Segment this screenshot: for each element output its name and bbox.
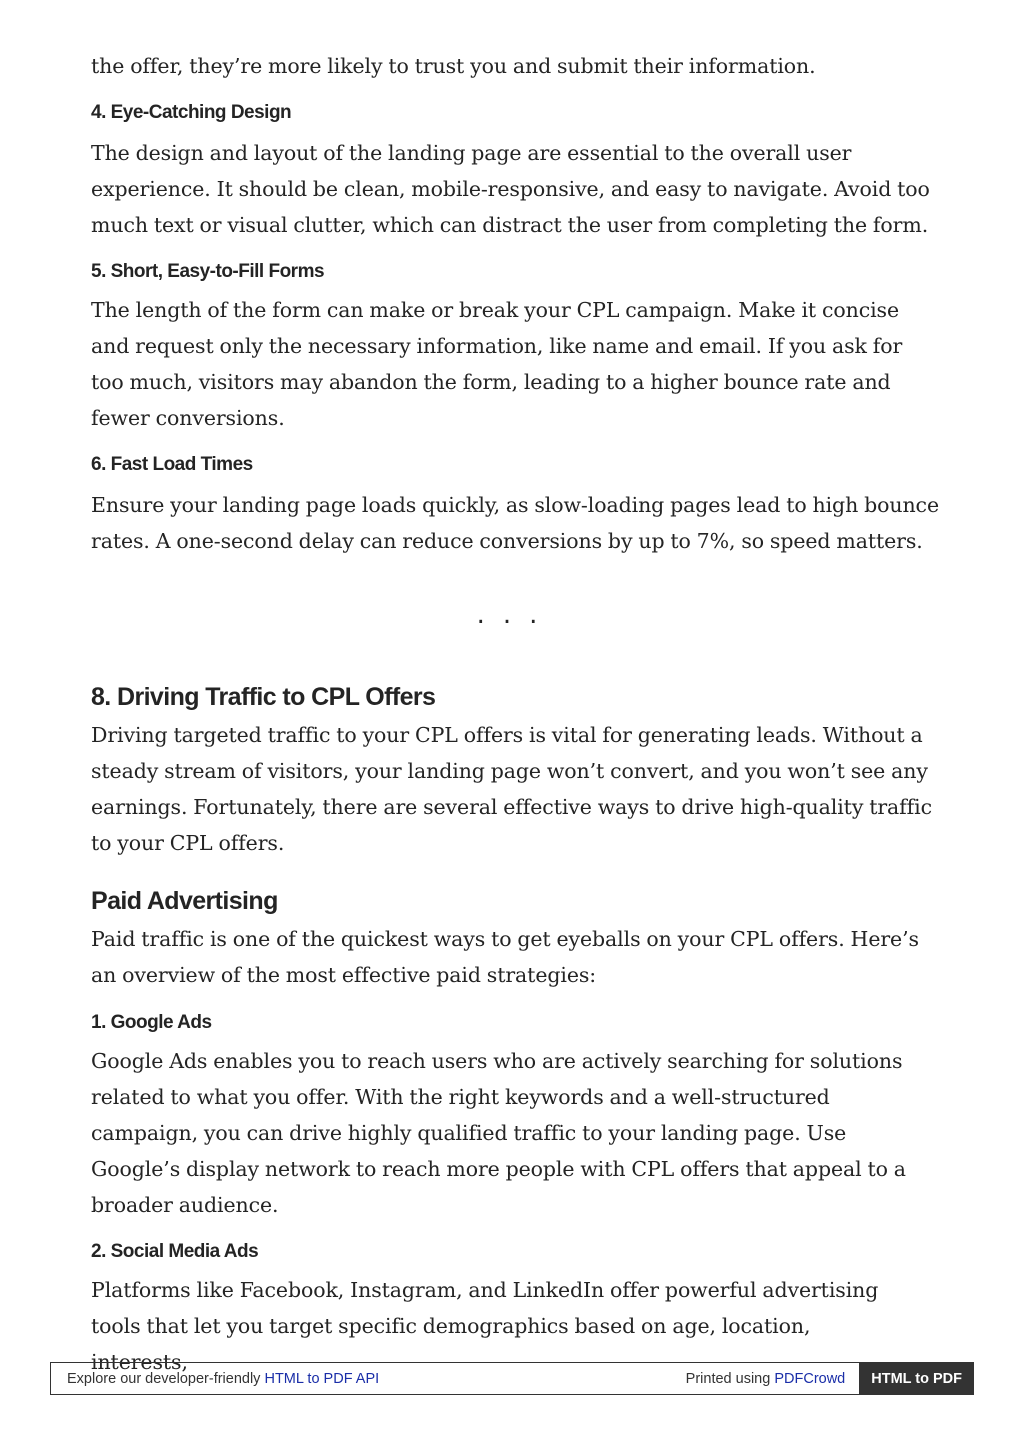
paragraph-fast-load: Ensure your landing page loads quickly, as slow-loading pages lead to high bounce rates. A one-second delay can reduce conversions by up to 7%, so speed matters.	[91, 493, 939, 553]
paragraph-driving-traffic: Driving targeted traffic to your CPL offers is vital for generating leads. Without a steady stream of visitors, your landing page won’t convert, and you won’t see any earnings. Fortunately, there are several effective ways to drive high-quality traffic to your CPL offers.	[91, 723, 932, 855]
html-to-pdf-api-link[interactable]: HTML to PDF API	[264, 1370, 380, 1387]
paragraph-eye-catching-design: The design and layout of the landing page are essential to the overall user experience. It should be clean, mobile-responsive, and easy to navigate. Avoid too much text or visual clutter, which can distract the user from completing the form.	[91, 141, 930, 237]
heading-social-media-ads: 2. Social Media Ads	[91, 1241, 259, 1262]
paragraph-google-ads: Google Ads enables you to reach users who are actively searching for solutions related to what you offer. With the right keywords and a well-structured campaign, you can drive highly qualified traffic to your landing page. Use Google’s display network to reach more people with CPL offers that appeal to a broader audience.	[91, 1049, 906, 1217]
footer-explore	[51, 1371, 686, 1387]
footer-explore-text: Explore our developer-friendly	[67, 1370, 265, 1387]
heading-driving-traffic: 8. Driving Traffic to CPL Offers	[91, 683, 436, 711]
pdfcrowd-link[interactable]: PDFCrowd	[774, 1370, 846, 1387]
section-separator: ...	[476, 600, 556, 630]
footer-printed	[686, 1371, 860, 1387]
paragraph-social-media-ads: Platforms like Facebook, Instagram, and LinkedIn offer powerful advertising tools that let you target specific demographics based on age, location, interests,	[91, 1278, 879, 1374]
footer-printed-text: Printed using	[685, 1370, 775, 1387]
pdf-footer-bar	[50, 1362, 974, 1395]
html-to-pdf-badge[interactable]: HTML to PDF	[859, 1363, 973, 1394]
paragraph-intro-continuation: the offer, they’re more likely to trust you and submit their information.	[91, 54, 816, 78]
heading-eye-catching-design: 4. Eye-Catching Design	[91, 102, 292, 123]
heading-paid-advertising: Paid Advertising	[91, 887, 278, 915]
paragraph-paid-advertising: Paid traffic is one of the quickest ways to get eyeballs on your CPL offers. Here’s an overview of the most effective paid strategies:	[91, 927, 919, 987]
heading-google-ads: 1. Google Ads	[91, 1012, 212, 1033]
heading-fast-load: 6. Fast Load Times	[91, 454, 253, 475]
heading-short-forms: 5. Short, Easy-to-Fill Forms	[91, 261, 325, 282]
paragraph-short-forms: The length of the form can make or break your CPL campaign. Make it concise and request only the necessary information, like name and email. If you ask for too much, visitors may abandon the form, leading to a higher bounce rate and fewer conversions.	[91, 298, 903, 430]
